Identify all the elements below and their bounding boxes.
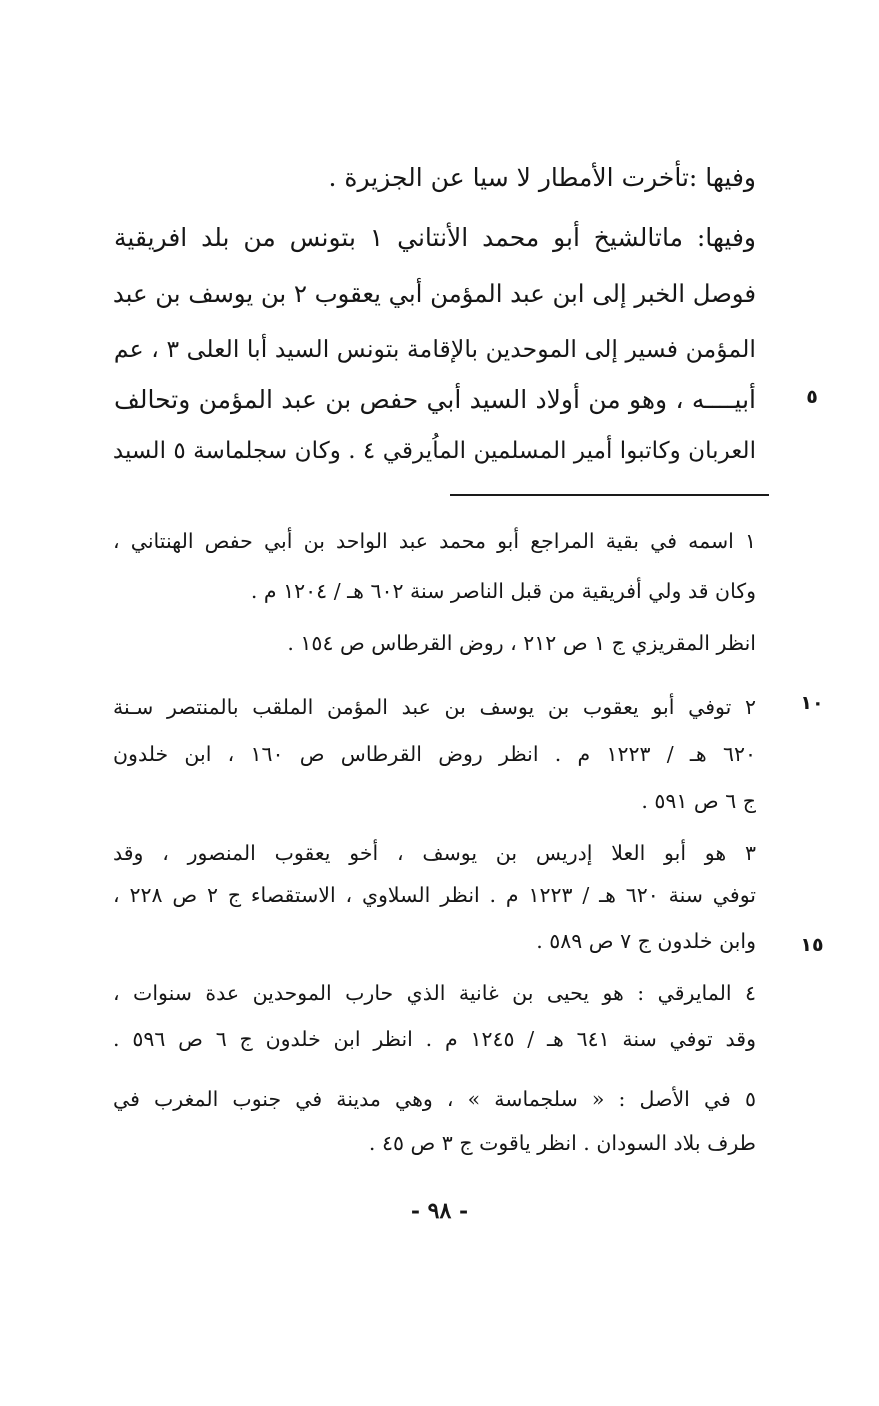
- footnote-4-line-1: ٤ المايرقي : هو يحيى بن غانية الذي حارب الموحدين عدة سنوات ،: [113, 981, 756, 1005]
- footnote-4-line-2: وقد توفي سنة ٦٤١ هـ / ١٢٤٥ م . انظر ابن خلدون ج ٦ ص ٥٩٦ .: [113, 1027, 756, 1051]
- footnote-separator: [450, 494, 769, 496]
- footnote-3-line-3: وابن خلدون ج ٧ ص ٥٨٩ .: [536, 929, 756, 953]
- footnote-3-line-1: ٣ هو أبو العلا إدريس بن يوسف ، أخو يعقوب المنصور ، وقد: [113, 841, 756, 865]
- main-text-line-1: وفيها :تأخرت الأمطار لا سيا عن الجزيرة .: [328, 163, 756, 192]
- footnote-5-line-1: ٥ في الأصل : « سلجماسة » ، وهي مدينة في جنوب المغرب في: [113, 1087, 756, 1111]
- footnote-2-line-1: ٢ توفي أبو يعقوب بن يوسف بن عبد المؤمن الملقب بالمنتصر سـنة: [113, 695, 756, 719]
- line-number-15: ١٥: [800, 934, 824, 956]
- line-number-5: ٥: [806, 386, 818, 408]
- main-text-line-3: فوصل الخبر إلى ابن عبد المؤمن أبي يعقوب ٢ بن يوسف بن عبد: [112, 279, 756, 308]
- line-number-10: ١٠: [800, 692, 824, 714]
- main-text-line-4: المؤمن فسير إلى الموحدين بالإقامة بتونس السيد أبا العلى ٣ ، عم: [113, 335, 756, 363]
- footnote-3-line-2: توفي سنة ٦٢٠ هـ / ١٢٢٣ م . انظر السلاوي ، الاستقصاء ج ٢ ص ٢٢٨ ،: [113, 883, 756, 907]
- footnote-1-line-3: انظر المقريزي ج ١ ص ٢١٢ ، روض القرطاس ص ١٥٤ .: [287, 631, 756, 655]
- main-text-line-6: العربان وكاتبوا أمير المسلمين الماُيرقي ٤ . وكان سجلماسة ٥ السيد: [112, 438, 756, 464]
- footnote-5-line-2: طرف بلاد السودان . انظر ياقوت ج ٣ ص ٤٥ .: [368, 1131, 756, 1155]
- footnote-1-line-1: ١ اسمه في بقية المراجع أبو محمد عبد الواحد بن أبي حفص الهنتاني ،: [113, 529, 756, 553]
- footnote-2-line-2: ٦٢٠ هـ / ١٢٢٣ م . انظر روض القرطاس ص ١٦٠ ، ابن خلدون: [113, 742, 756, 766]
- footnote-2-line-3: ج ٦ ص ٥٩١ .: [641, 789, 756, 813]
- page-number: - ٩٨ -: [410, 1198, 469, 1224]
- main-text-line-5: أبيــــه ، وهو من أولاد السيد أبي حفص بن عبد المؤمن وتحالف: [114, 385, 756, 414]
- main-text-line-2: وفيها: ماتالشيخ أبو محمد الأنتاني ١ بتونس من بلد افريقية: [114, 223, 756, 252]
- footnote-1-line-2: وكان قد ولي أفريقية من قبل الناصر سنة ٦٠٢ هـ / ١٢٠٤ م .: [250, 579, 756, 603]
